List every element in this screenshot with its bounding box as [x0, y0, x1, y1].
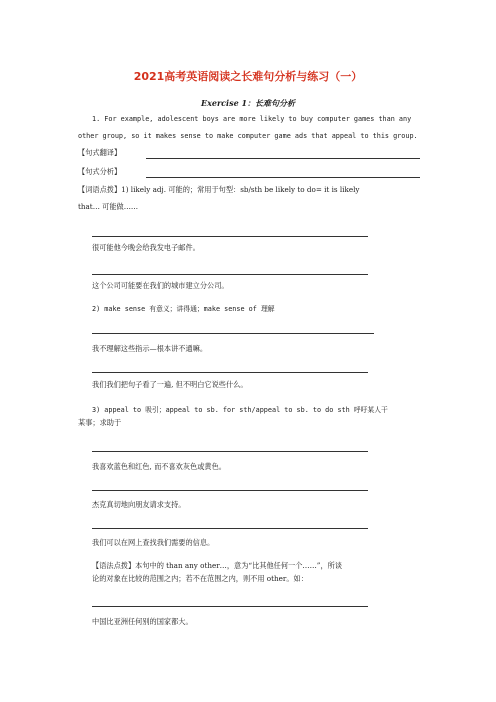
- practice-sentence: 中国比亚洲任何别的国家都大。: [92, 617, 193, 626]
- document-title: 2021高考英语阅读之长难句分析与练习（一）: [133, 70, 363, 83]
- practice-sentence: 我喜欢蓝色和红色, 而不喜欢灰色或黄色。: [92, 462, 226, 471]
- translation-label: 【句式翻译】: [78, 148, 122, 157]
- answer-line[interactable]: [92, 528, 368, 529]
- answer-line[interactable]: [92, 236, 368, 237]
- answer-line[interactable]: [92, 451, 368, 452]
- answer-line[interactable]: [92, 333, 374, 334]
- practice-sentence: 我们我们把句子看了一遍, 但不明白它说些什么。: [92, 380, 248, 389]
- analysis-label: 【句式分析】: [78, 167, 122, 176]
- answer-line[interactable]: [92, 606, 368, 607]
- practice-sentence: 这个公司可能要在我们的城市建立分公司。: [92, 281, 229, 290]
- answer-line[interactable]: [92, 274, 368, 275]
- grammar-point-line-2: 论的对象在比较的范围之内；若不在范围之内，则不用 other。如：: [92, 574, 308, 583]
- phrase-make-sense: 2) make sense 有意义；讲得通；make sense of 理解: [92, 305, 275, 313]
- translation-answer-line[interactable]: [146, 158, 420, 159]
- sentence-1-line-2: other group, so it makes sense to make computer game ads that appeal to this group.: [78, 132, 418, 140]
- analysis-answer-line[interactable]: [146, 177, 420, 178]
- practice-sentence: 杰克真切地向朋友请求支持。: [92, 500, 186, 509]
- answer-line[interactable]: [92, 490, 368, 491]
- answer-line[interactable]: [92, 372, 368, 373]
- phrase-appeal-to-line-2: 某事；求助于: [78, 418, 122, 427]
- phrase-appeal-to-line-1: 3) appeal to 吸引；appeal to sb. for sth/appeal to sb. to do sth 呼吁某人干: [92, 406, 388, 414]
- practice-sentence: 我不理解这些指示—根本讲不通嘛。: [92, 344, 208, 353]
- grammar-point-line-1: 【语法点拨】本句中的 than any other…，意为“比其他任何一个……”，所谈: [92, 561, 343, 570]
- practice-sentence: 很可能他今晚会给我发电子邮件。: [92, 243, 200, 252]
- practice-sentence: 我们可以在网上查找我们需要的信息。: [92, 538, 215, 547]
- sentence-1-line-1: 1. For example, adolescent boys are more likely to buy computer games than any: [92, 115, 412, 123]
- vocab-point-line-1: 【词语点拨】1) likely adj. 可能的；常用于句型：sb/sth be likely to do= it is likely: [78, 185, 360, 194]
- exercise-heading: Exercise 1：长难句分析: [200, 98, 296, 108]
- vocab-point-line-2: that… 可能做……: [78, 202, 139, 211]
